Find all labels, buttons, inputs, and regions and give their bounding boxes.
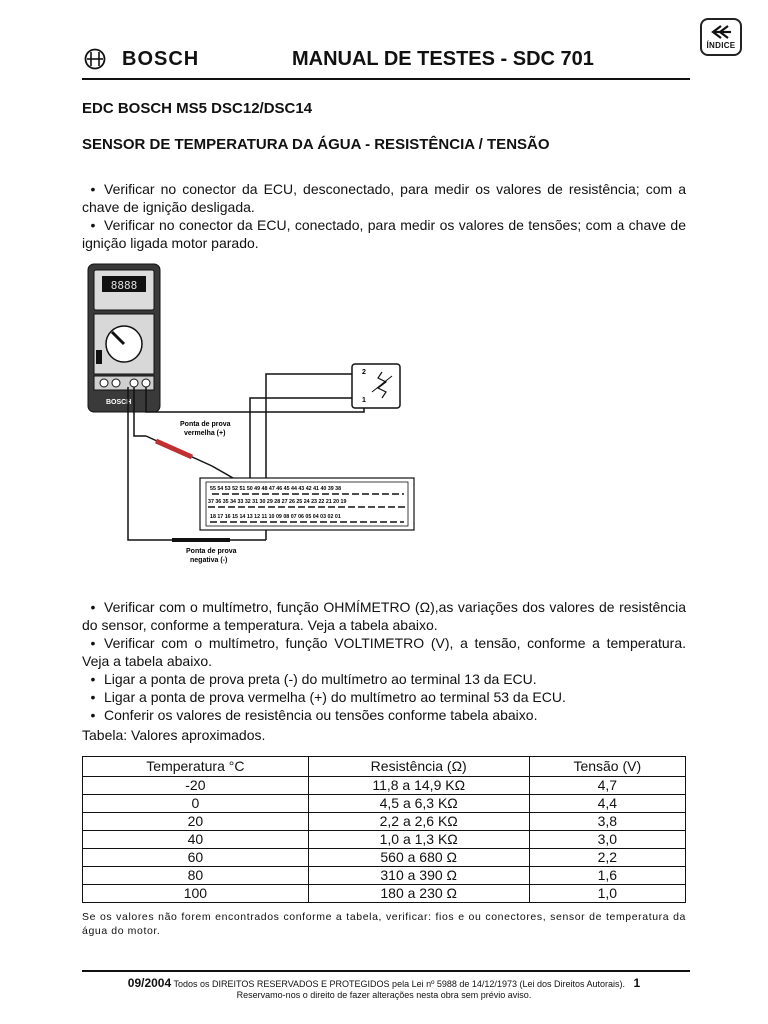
section-subtitle: SENSOR DE TEMPERATURA DA ÁGUA - RESISTÊNCIA / TENSÃO [82, 136, 550, 153]
list-item: • Ligar a ponta de prova vermelha (+) do multímetro ao terminal 53 da ECU. [82, 688, 686, 706]
table-cell: 80 [83, 867, 309, 885]
probe-negative-label-1: Ponta de prova [186, 548, 237, 555]
table-row [83, 777, 686, 795]
table-cell: 4,7 [529, 777, 685, 795]
list-item: • Verificar com o multímetro, função VOLTIMETRO (V), a tensão, conforme a temperatura. Veja a tabela abaixo. [82, 634, 686, 670]
table-cell: 180 a 230 Ω [308, 885, 529, 903]
table-cell: 1,6 [529, 867, 685, 885]
table-cell: 40 [83, 831, 309, 849]
column-header: Tensão (V) [529, 757, 685, 777]
footer-date: 09/2004 [127, 976, 172, 990]
indice-button[interactable] [700, 18, 742, 56]
footer-rights-text: Todos os DIREITOS RESERVADOS E PROTEGIDOS pela Lei nº 5988 de 14/12/1973 (Lei dos Direitos Autorais). [173, 979, 626, 989]
svg-text:8888: 8888 [110, 279, 138, 292]
connector-row-3: 18 17 16 15 14 13 12 11 10 09 08 07 06 05 04 03 02 01 [210, 514, 341, 520]
table-cell: 560 a 680 Ω [308, 849, 529, 867]
multimeter [88, 264, 160, 412]
footer-rights [82, 976, 686, 990]
connector-row-1: 55 54 53 52 51 50 49 48 47 46 45 44 43 42 41 40 39 38 [210, 486, 342, 492]
column-header: Resistência (Ω) [308, 757, 529, 777]
list-item: • Verificar no conector da ECU, conectado, para medir os valores de tensões; com a chave de ignição ligada motor parado. [82, 216, 686, 252]
ecu-connector [200, 478, 414, 530]
list-item: • Verificar no conector da ECU, desconectado, para medir os valores de resistência; com a chave de ignição desligada. [82, 180, 686, 216]
sensor-pin-2: 2 [362, 369, 366, 376]
table-row [83, 831, 686, 849]
brand-name: BOSCH [122, 48, 200, 70]
footer-divider [82, 970, 690, 972]
page-number: 1 [633, 976, 641, 990]
section-model: EDC BOSCH MS5 DSC12/DSC14 [82, 100, 313, 117]
header-divider [82, 78, 690, 80]
table-note: Se os valores não forem encontrados conforme a tabela, verificar: fios e ou conectores, sensor de temperatura da água do motor. [82, 911, 686, 937]
bosch-logo-icon [84, 48, 106, 70]
page-title: MANUAL DE TESTES - SDC 701 [292, 48, 594, 70]
intro-bullet-list [82, 180, 686, 252]
list-item: • Ligar a ponta de prova preta (-) do multímetro ao terminal 13 da ECU. [82, 670, 686, 688]
probe-positive-label-1: Ponta de prova [180, 421, 231, 428]
footer-notice: Reservamo-nos o direito de fazer alterações nesta obra sem prévio aviso. [236, 990, 532, 1000]
table-row [83, 849, 686, 867]
table-cell: 1,0 a 1,3 KΩ [308, 831, 529, 849]
sensor-pin-1: 1 [362, 397, 366, 404]
positive-probe [146, 436, 240, 482]
table-cell: 4,5 a 6,3 KΩ [308, 795, 529, 813]
back-arrow-icon [709, 24, 733, 40]
table-row [83, 795, 686, 813]
table-cell: 11,8 a 14,9 KΩ [308, 777, 529, 795]
probe-negative-label-2: negativa (-) [190, 557, 228, 564]
table-cell: 2,2 [529, 849, 685, 867]
values-table [82, 756, 686, 903]
table-cell: 3,0 [529, 831, 685, 849]
temperature-sensor [352, 364, 400, 408]
table-caption: Tabela: Valores aproximados. [82, 727, 266, 743]
indice-label: ÍNDICE [706, 41, 736, 50]
wiring-diagram [82, 260, 442, 580]
table-cell: 2,2 a 2,6 KΩ [308, 813, 529, 831]
table-cell: 20 [83, 813, 309, 831]
table-row [83, 885, 686, 903]
connector-row-2: 37 36 35 34 33 32 31 30 29 28 27 26 25 24 23 22 21 20 19 [208, 499, 347, 505]
table-cell: 310 a 390 Ω [308, 867, 529, 885]
probe-positive-label-2: vermelha (+) [184, 430, 226, 437]
table-cell: 1,0 [529, 885, 685, 903]
list-item: • Conferir os valores de resistência ou tensões conforme tabela abaixo. [82, 706, 686, 724]
column-header: Temperatura °C [83, 757, 309, 777]
table-cell: 100 [83, 885, 309, 903]
table-cell: 0 [83, 795, 309, 813]
step-list [82, 598, 686, 724]
list-item: • Verificar com o multímetro, função OHMÍMETRO (Ω),as variações dos valores de resistência do sensor, conforme a temperatura. Veja a tabela abaixo. [82, 598, 686, 634]
table-cell: 3,8 [529, 813, 685, 831]
table-cell: 4,4 [529, 795, 685, 813]
multimeter-brand: BOSCH [106, 399, 132, 406]
table-cell: -20 [83, 777, 309, 795]
table-row [83, 813, 686, 831]
table-row [83, 867, 686, 885]
table-cell: 60 [83, 849, 309, 867]
table-header-row [83, 757, 686, 777]
